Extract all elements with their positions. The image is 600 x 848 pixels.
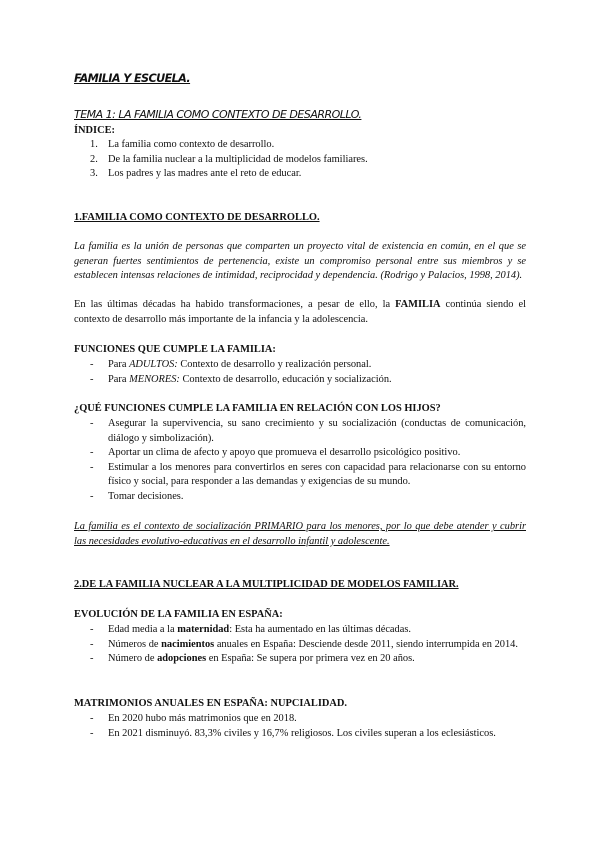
list-item: - Estimular a los menores para convertirlos en seres con capacidad para relacionarse con su entorno físico y social, para responder a las demandas y exigencias de su mundo. — [90, 461, 526, 488]
list-item: - En 2021 disminuyó. 83,3% civiles y 16,7% religiosos. Los civiles superan a los eclesiásticos. — [90, 727, 496, 739]
hijos-list — [74, 417, 526, 505]
list-item: - En 2020 hubo más matrimonios que en 2018. — [90, 713, 297, 724]
matrimonios-heading: MATRIMONIOS ANUALES EN ESPAÑA: NUPCIALIDAD. — [74, 698, 347, 709]
list-item: - Para ADULTOS: Contexto de desarrollo y realización personal. — [90, 359, 372, 370]
indice-item: 2. De la familia nuclear a la multiplicidad de modelos familiares. — [90, 153, 368, 165]
closing-statement: La familia es el contexto de socialización PRIMARIO para los menores, por lo que debe atender y cubrir las necesidades evolutivo-educativas en el desarrollo infantil y adolescente. — [74, 521, 526, 547]
evolucion-heading: EVOLUCIÓN DE LA FAMILIA EN ESPAÑA: — [74, 609, 283, 620]
indice-item: 1. La familia como contexto de desarrollo. — [90, 139, 275, 150]
funciones-heading: FUNCIONES QUE CUMPLE LA FAMILIA: — [74, 344, 276, 355]
hijos-heading: ¿QUÉ FUNCIONES CUMPLE LA FAMILIA EN RELACIÓN CON LOS HIJOS? — [74, 403, 441, 414]
list-item: - Para MENORES: Contexto de desarrollo, educación y socialización. — [90, 373, 392, 385]
indice-label: ÍNDICE: — [74, 125, 115, 136]
list-item: - Tomar decisiones. — [90, 490, 184, 502]
list-item: - Número de adopciones en España: Se supera por primera vez en 20 años. — [90, 653, 415, 665]
section2-heading: 2.DE LA FAMILIA NUCLEAR A LA MULTIPLICIDAD DE MODELOS FAMILIAR. — [74, 579, 459, 590]
matrimonios-list — [74, 712, 526, 741]
transformations-paragraph: En las últimas décadas ha habido transformaciones, a pesar de ello, la FAMILIA continúa siendo el contexto de desarrollo más importante de la infancia y la adolescencia. — [74, 299, 526, 325]
list-item: - Asegurar la supervivencia, su sano crecimiento y su socialización (conductas de comunicación, diálogo y simbolización). — [90, 418, 526, 444]
indice-list — [74, 138, 526, 182]
indice-item: 3. Los padres y las madres ante el reto de educar. — [90, 168, 302, 180]
family-definition: La familia es la unión de personas que comparten un proyecto vital de existencia en común, en el que se generan fuertes sentimientos de pertenencia, existe un compromiso personal entre sus miembros y se establecen intensas relaciones de intimidad, reciprocidad y dependencia. (Rodrigo y Palacios, 1998, 2014). — [74, 241, 526, 282]
evolucion-list — [74, 623, 526, 667]
funciones-list — [74, 358, 526, 387]
section1-heading: 1.FAMILIA COMO CONTEXTO DE DESARROLLO. — [74, 212, 320, 223]
list-item: - Edad media a la maternidad: Esta ha aumentado en las últimas décadas. — [90, 624, 411, 635]
list-item: - Aportar un clima de afecto y apoyo que promueva el desarrollo psicológico positivo. — [90, 447, 461, 459]
main-title: FAMILIA Y ESCUELA. — [74, 72, 191, 85]
tema-title: TEMA 1: LA FAMILIA COMO CONTEXTO DE DESARROLLO. — [74, 108, 362, 121]
list-item: - Números de nacimientos anuales en España: Desciende desde 2011, siendo interrumpida en 2014. — [90, 638, 518, 650]
